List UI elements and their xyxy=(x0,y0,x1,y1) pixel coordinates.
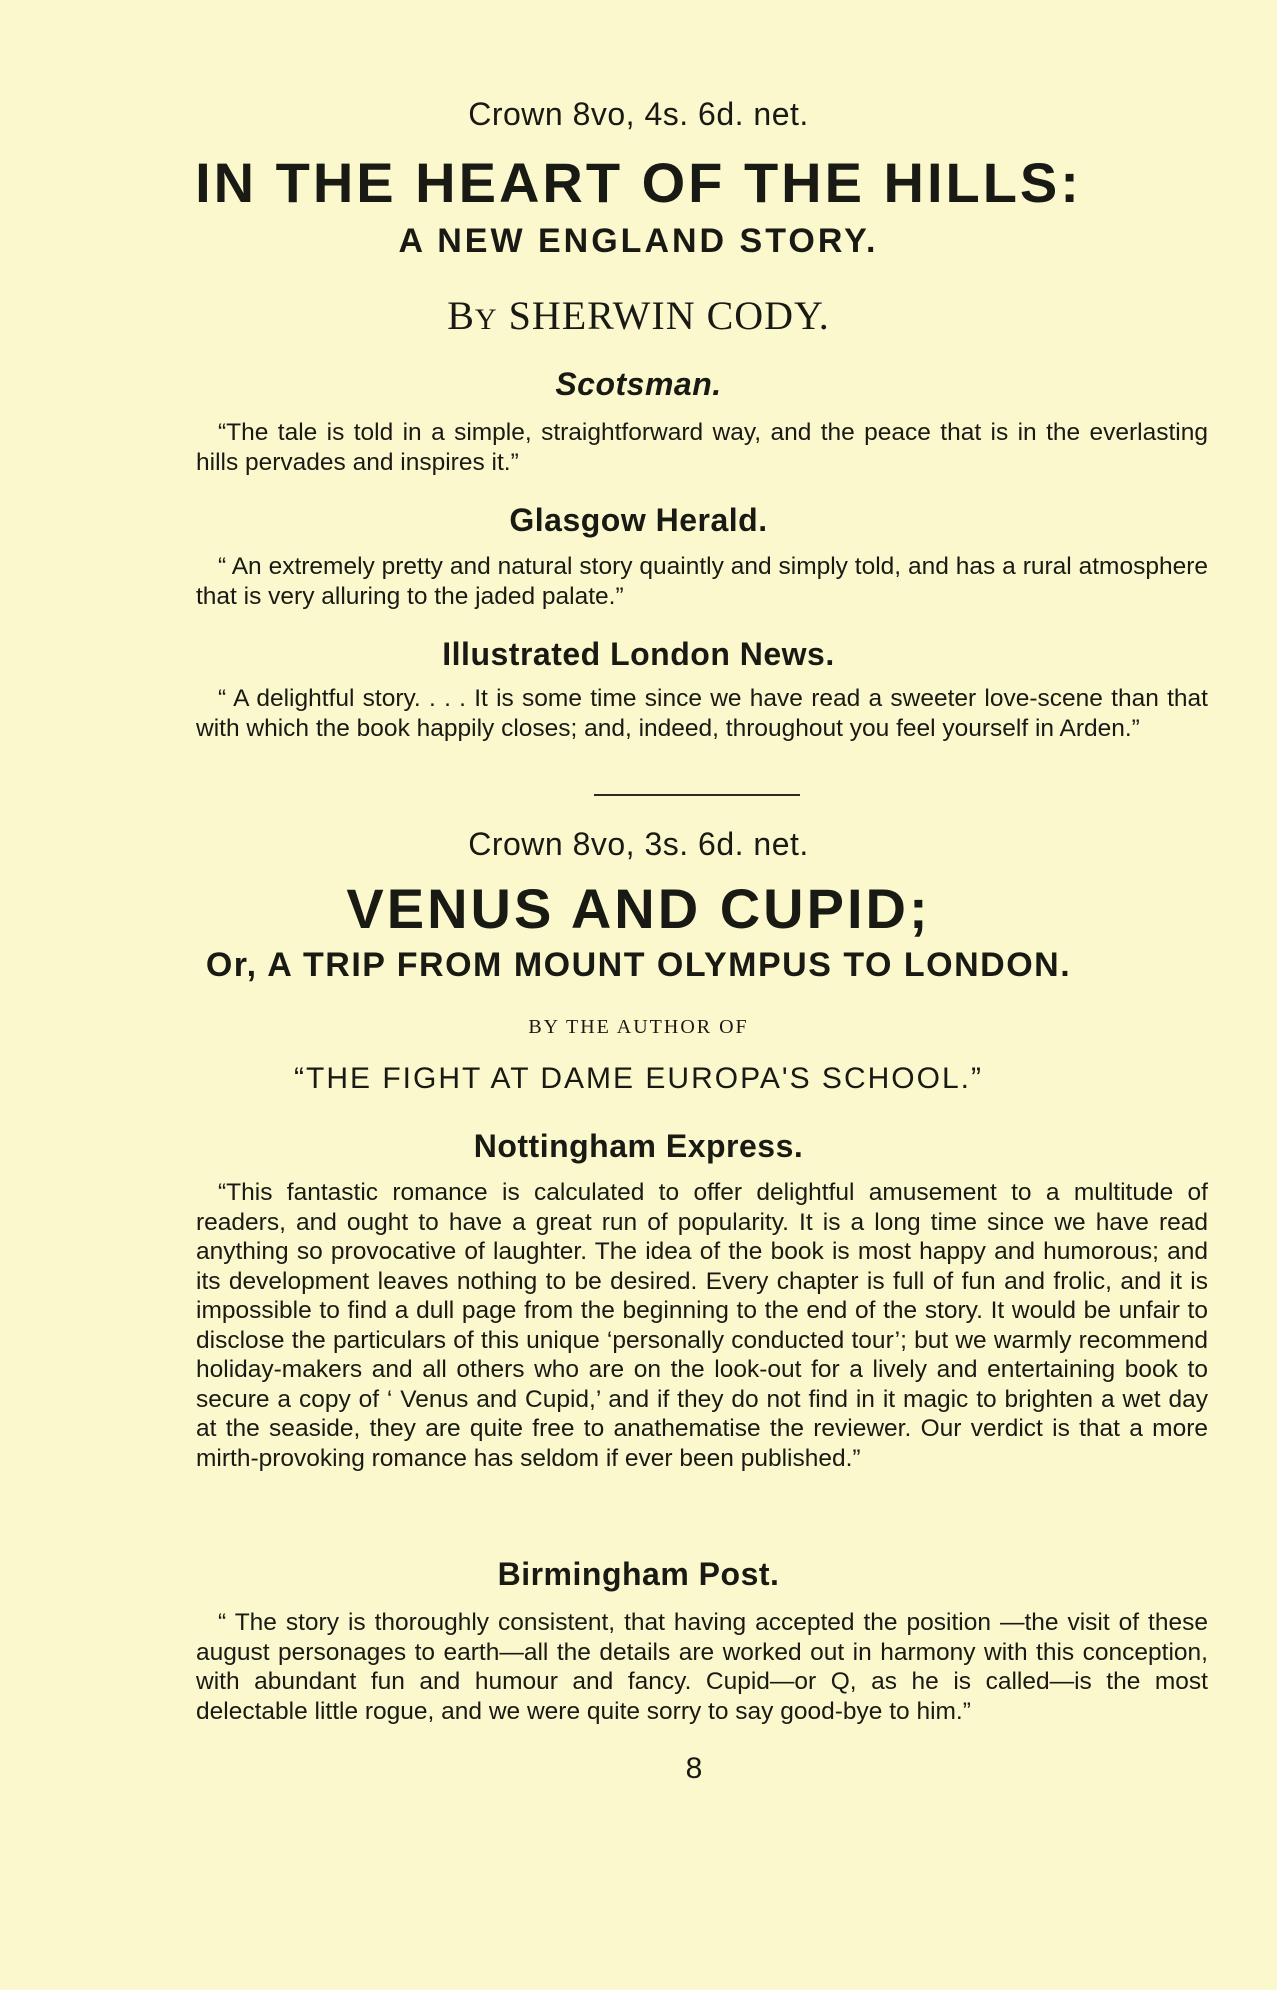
review-source-illustrated-london-news: Illustrated London News. xyxy=(442,636,835,672)
section-divider xyxy=(594,794,800,796)
book1-title: IN THE HEART OF THE HILLS: xyxy=(195,151,1082,214)
book2-title: VENUS AND CUPID; xyxy=(346,877,931,940)
book1-subtitle: A NEW ENGLAND STORY. xyxy=(398,222,879,260)
review-source-glasgow-herald: Glasgow Herald. xyxy=(509,502,768,538)
review-quote-glasgow-herald: “ An extremely pretty and natural story quaintly and simply told, and has a rural atmosphere that is very alluring to the jaded palate.” xyxy=(196,553,1208,610)
review-source-scotsman: Scotsman. xyxy=(555,366,722,402)
previous-work-title: “THE FIGHT AT DAME EUROPA'S SCHOOL.” xyxy=(294,1062,983,1095)
book1-author: SHERWIN CODY. xyxy=(497,293,830,338)
review-quote-scotsman: “The tale is told in a simple, straightforward way, and the peace that is in the everlasting hills pervades and inspires it.” xyxy=(196,419,1208,476)
review-source-nottingham-express: Nottingham Express. xyxy=(473,1128,804,1164)
page-number: 8 xyxy=(685,1752,703,1785)
by-the-author-of: BY THE AUTHOR OF xyxy=(528,1016,749,1038)
book1-byline xyxy=(0,292,1277,339)
review-source-birmingham-post: Birmingham Post. xyxy=(497,1556,780,1592)
book1-price: Crown 8vo, 4s. 6d. net. xyxy=(468,96,809,132)
book2-price: Crown 8vo, 3s. 6d. net. xyxy=(468,826,809,862)
review-quote-nottingham-express: “This fantastic romance is calculated to offer delightful amusement to a multitude of readers, and ought to have a great run of popularity. It is a long time since we have read anything so provocative of laughter. The idea of the book is most happy and humorous; and its development leaves nothing to be desired. Every chapter is full of fun and frolic, and it is impossible to find a dull page from the beginning to the end of the story. It would be unfair to disclose the particulars of this unique ‘personally conducted tour’; but we warmly recommend holiday-makers and all others who are on the look-out for a lively and entertaining book to secure a copy of ‘ Venus and Cupid,’ and if they do not find in it magic to brighten a wet day at the seaside, they are quite free to anathematise the reviewer. Our verdict is that a more mirth-provoking romance has seldom if ever been published.” xyxy=(196,1179,1208,1472)
review-quote-birmingham-post: “ The story is thoroughly consistent, that having accepted the position —the visit of these august personages to earth—all the details are worked out in harmony with this conception, with abundant fun and humour and fancy. Cupid—or Q, as he is called—is the most delectable little rogue, and we were quite sorry to say good-bye to him.” xyxy=(196,1609,1208,1725)
book2-subtitle: Or, A TRIP FROM MOUNT OLYMPUS TO LONDON. xyxy=(205,946,1072,984)
review-quote-illustrated-london-news: “ A delightful story. . . . It is some time since we have read a sweeter love-scene than that with which the book happily closes; and, indeed, throughout you feel yourself in Arden.” xyxy=(196,685,1208,742)
byline-prefix-rest: Y xyxy=(474,303,498,336)
byline-prefix-initial: B xyxy=(447,293,475,338)
